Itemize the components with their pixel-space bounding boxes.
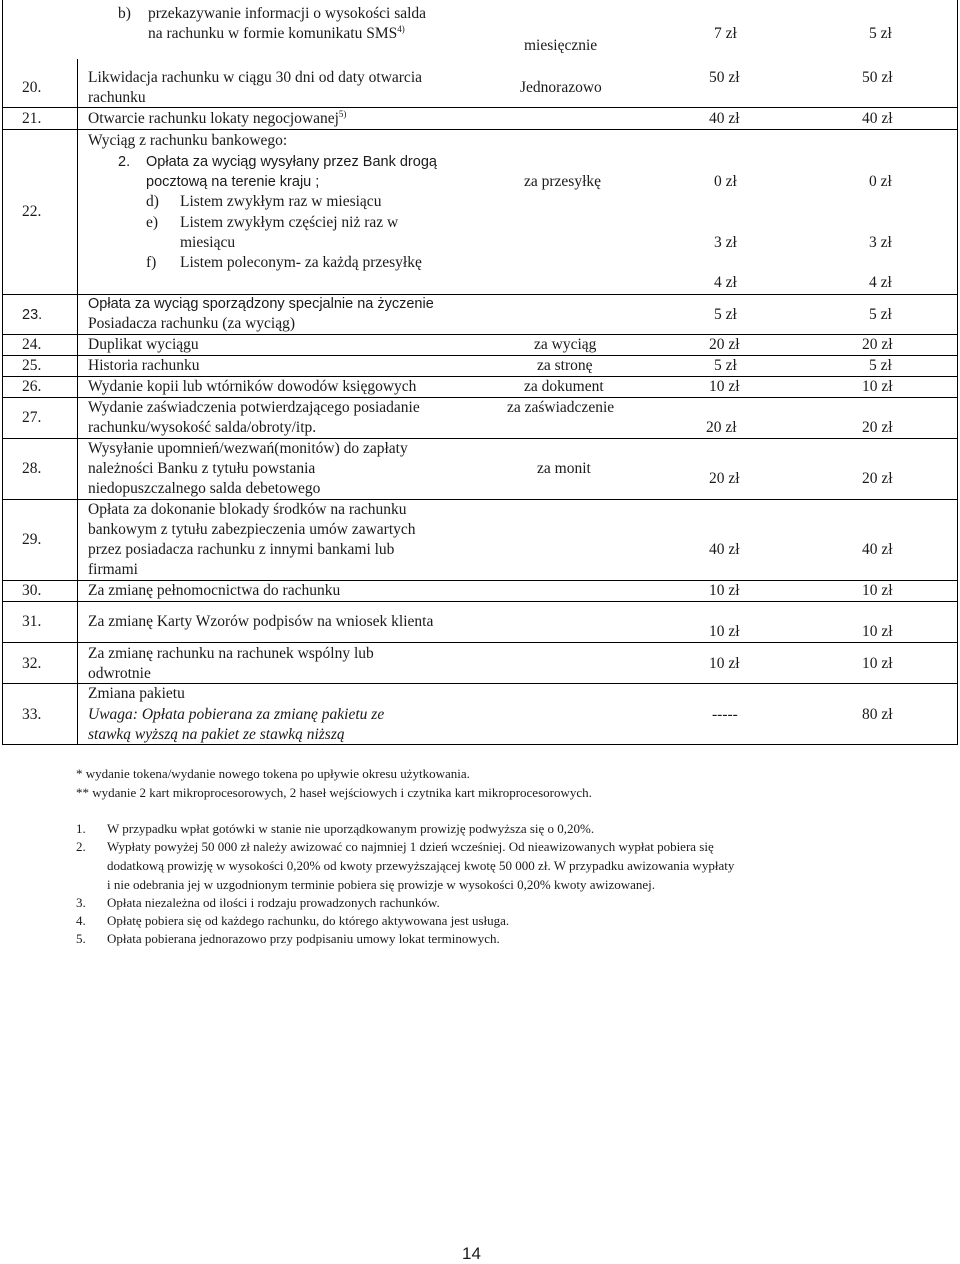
row20-fee-2: 50 zł (862, 69, 893, 86)
footnote-4: Opłatę pobiera się od każdego rachunku, do którego aktywowana jest usługa. (107, 913, 510, 928)
row21-desc (88, 109, 346, 129)
row30-fee-2: 10 zł (862, 582, 893, 599)
row33-fee-2: 80 zł (862, 706, 893, 723)
row22-item2-line2: pocztową na terenie kraju ; (146, 174, 320, 190)
row20-desc-line2: rachunku (88, 89, 146, 106)
row29-fee-2: 40 zł (862, 541, 893, 558)
footnote-1: W przypadku wpłat gotówki w stanie nie uporządkowanym prowizję podwyższa się o 0,20%. (107, 821, 595, 836)
row27-number: 27. (22, 409, 42, 426)
row26-fee-1: 10 zł (709, 378, 740, 395)
row33-note-line1: Uwaga: Opłata pobierana za zmianę pakietu ze (88, 706, 385, 723)
row32-fee-2: 10 zł (862, 655, 893, 672)
row28-desc-line2: należności Banku z tytułu powstania (88, 460, 316, 477)
row19-footnote-ref: 4) (397, 23, 405, 34)
row23-desc-line2: Posiadacza rachunku (za wyciąg) (88, 315, 295, 332)
row33-number: 33. (22, 706, 42, 723)
page-number: 14 (462, 1244, 481, 1263)
row25-fee-1: 5 zł (714, 357, 737, 374)
footnote-5: Opłata pobierana jednorazowo przy podpisaniu umowy lokat terminowych. (107, 931, 500, 946)
row22-fee-f-2: 4 zł (869, 274, 892, 291)
row26-number: 26. (22, 378, 42, 395)
footnote-star-2: ** wydanie 2 kart mikroprocesorowych, 2 haseł wejściowych i czytnika kart mikroprocesorowych. (76, 785, 592, 800)
row30-number: 30. (22, 582, 42, 599)
row22-heading: Wyciąg z rachunku bankowego: (88, 132, 288, 149)
row23-fee-2: 5 zł (869, 306, 892, 323)
row25-fee-2: 5 zł (869, 357, 892, 374)
row24-unit: za wyciąg (534, 336, 597, 353)
footnote-2-number: 2. (76, 839, 86, 854)
row23-fee-1: 5 zł (714, 306, 737, 323)
row21-fee-2: 40 zł (862, 110, 893, 127)
footnote-2-line1: Wypłaty powyżej 50 000 zł należy awizować co najmniej 1 dzień wcześniej. Od nieawizowanych wypłat pobiera się (107, 839, 714, 854)
row29-desc-line2: bankowym z tytułu zabezpieczenia umów zawartych (88, 521, 416, 538)
row29-desc-line1: Opłata za dokonanie blokady środków na rachunku (88, 501, 407, 518)
row32-number: 32. (22, 655, 42, 672)
row22-item2-number: 2. (118, 154, 131, 170)
row22-fee-d-1: 0 zł (714, 173, 737, 190)
row24-number: 24. (22, 336, 42, 353)
row31-fee-1: 10 zł (709, 623, 740, 640)
row22-fee-d-2: 0 zł (869, 173, 892, 190)
row22-fee-e-2: 3 zł (869, 234, 892, 251)
row21-fee-1: 40 zł (709, 110, 740, 127)
row32-fee-1: 10 zł (709, 655, 740, 672)
row24-fee-2: 20 zł (862, 336, 893, 353)
row32-desc-line1: Za zmianę rachunku na rachunek wspólny lub (88, 645, 374, 662)
row28-number: 28. (22, 460, 42, 477)
row22-fee-f-1: 4 zł (714, 274, 737, 291)
row22-fee-e-1: 3 zł (714, 234, 737, 251)
row22-number: 22. (22, 203, 42, 220)
row20-number: 20. (22, 79, 42, 96)
row22-item-e-line1: Listem zwykłym częściej niż raz w (180, 214, 399, 231)
row33-note-line2: stawką wyższą na pakiet ze stawką niższą (88, 726, 345, 743)
row23-desc-line1: Opłata za wyciąg sporządzony specjalnie na życzenie (88, 296, 434, 312)
row33-desc-line1: Zmiana pakietu (88, 685, 185, 702)
row31-desc: Za zmianę Karty Wzorów podpisów na wniosek klienta (88, 613, 434, 630)
footnote-4-number: 4. (76, 913, 86, 928)
row22-item-f: Listem poleconym- za każdą przesyłkę (180, 254, 422, 271)
row25-desc: Historia rachunku (88, 357, 200, 374)
row28-fee-2: 20 zł (862, 470, 893, 487)
row23-number: 23. (22, 307, 43, 323)
row29-desc-line3: przez posiadacza rachunku z innymi bankami lub (88, 541, 395, 558)
row27-desc-line1: Wydanie zaświadczenia potwierdzającego posiadanie (88, 399, 420, 416)
row26-fee-2: 10 zł (862, 378, 893, 395)
row22-item-d: Listem zwykłym raz w miesiącu (180, 193, 382, 210)
row19-unit: miesięcznie (524, 37, 598, 54)
row20-unit: Jednorazowo (520, 79, 602, 96)
row19-fee-2: 5 zł (869, 25, 892, 42)
row32-desc-line2: odwrotnie (88, 665, 151, 682)
row31-fee-2: 10 zł (862, 623, 893, 640)
row31-number: 31. (22, 613, 42, 630)
row25-unit: za stronę (537, 357, 593, 374)
row22-item-e-line2: miesiącu (180, 234, 236, 251)
row28-desc-line3: niedopuszczalnego salda debetowego (88, 480, 321, 497)
row19-desc-text: na rachunku w formie komunikatu SMS (148, 25, 398, 42)
row28-unit: za monit (537, 460, 591, 477)
row20-desc-line1: Likwidacja rachunku w ciągu 30 dni od daty otwarcia (88, 69, 422, 86)
row20-fee-1: 50 zł (709, 69, 740, 86)
footnote-1-number: 1. (76, 821, 86, 836)
row24-fee-1: 20 zł (709, 336, 740, 353)
row22-item-f-letter: f) (146, 254, 157, 271)
row25-number: 25. (22, 357, 42, 374)
row27-fee-1: 20 zł (706, 419, 737, 436)
row21-desc-text: Otwarcie rachunku lokaty negocjowanej (88, 110, 339, 127)
row28-fee-1: 20 zł (709, 470, 740, 487)
row27-fee-2: 20 zł (862, 419, 893, 436)
row19-fee-1: 7 zł (714, 25, 737, 42)
row29-number: 29. (22, 531, 42, 548)
row27-unit: za zaświadczenie (507, 399, 615, 416)
row22-item2-line1: Opłata za wyciąg wysyłany przez Bank drogą (146, 154, 437, 170)
row26-unit: za dokument (524, 378, 604, 395)
row30-fee-1: 10 zł (709, 582, 740, 599)
row19-item-letter: b) (118, 5, 131, 22)
row21-number: 21. (22, 110, 42, 127)
row22-item-d-letter: d) (146, 193, 159, 210)
row30-desc: Za zmianę pełnomocnictwa do rachunku (88, 582, 341, 599)
row26-desc: Wydanie kopii lub wtórników dowodów księgowych (88, 378, 417, 395)
row29-fee-1: 40 zł (709, 541, 740, 558)
footnote-3-number: 3. (76, 895, 86, 910)
footnote-5-number: 5. (76, 931, 86, 946)
row22-unit: za przesyłkę (524, 173, 602, 190)
footnote-2-line2: dodatkową prowizję w wysokości 0,20% od kwoty przewyższającej kwotę 50 000 zł. W przypadku awizowania wypłaty (107, 858, 735, 873)
footnote-2-line3: i nie odebrania jej w uzgodnionym terminie pobiera się prowizje w wysokości 0,20% kwoty awizowanej. (107, 877, 656, 892)
row21-footnote-ref: 5) (338, 108, 347, 119)
footnote-3: Opłata niezależna od ilości i rodzaju prowadzonych rachunków. (107, 895, 440, 910)
row28-desc-line1: Wysyłanie upomnień/wezwań(monitów) do zapłaty (88, 440, 408, 457)
row33-fee-1: ----- (712, 706, 738, 723)
row19-desc-line1: przekazywanie informacji o wysokości salda (148, 5, 427, 22)
footnote-star-1: * wydanie tokena/wydanie nowego tokena po upływie okresu użytkowania. (76, 766, 470, 781)
row24-desc: Duplikat wyciągu (88, 336, 199, 353)
row27-desc-line2: rachunku/wysokość salda/obroty/itp. (88, 419, 317, 436)
row19-desc-line2 (148, 24, 405, 44)
row29-desc-line4: firmami (88, 561, 138, 578)
row22-item-e-letter: e) (146, 214, 159, 231)
